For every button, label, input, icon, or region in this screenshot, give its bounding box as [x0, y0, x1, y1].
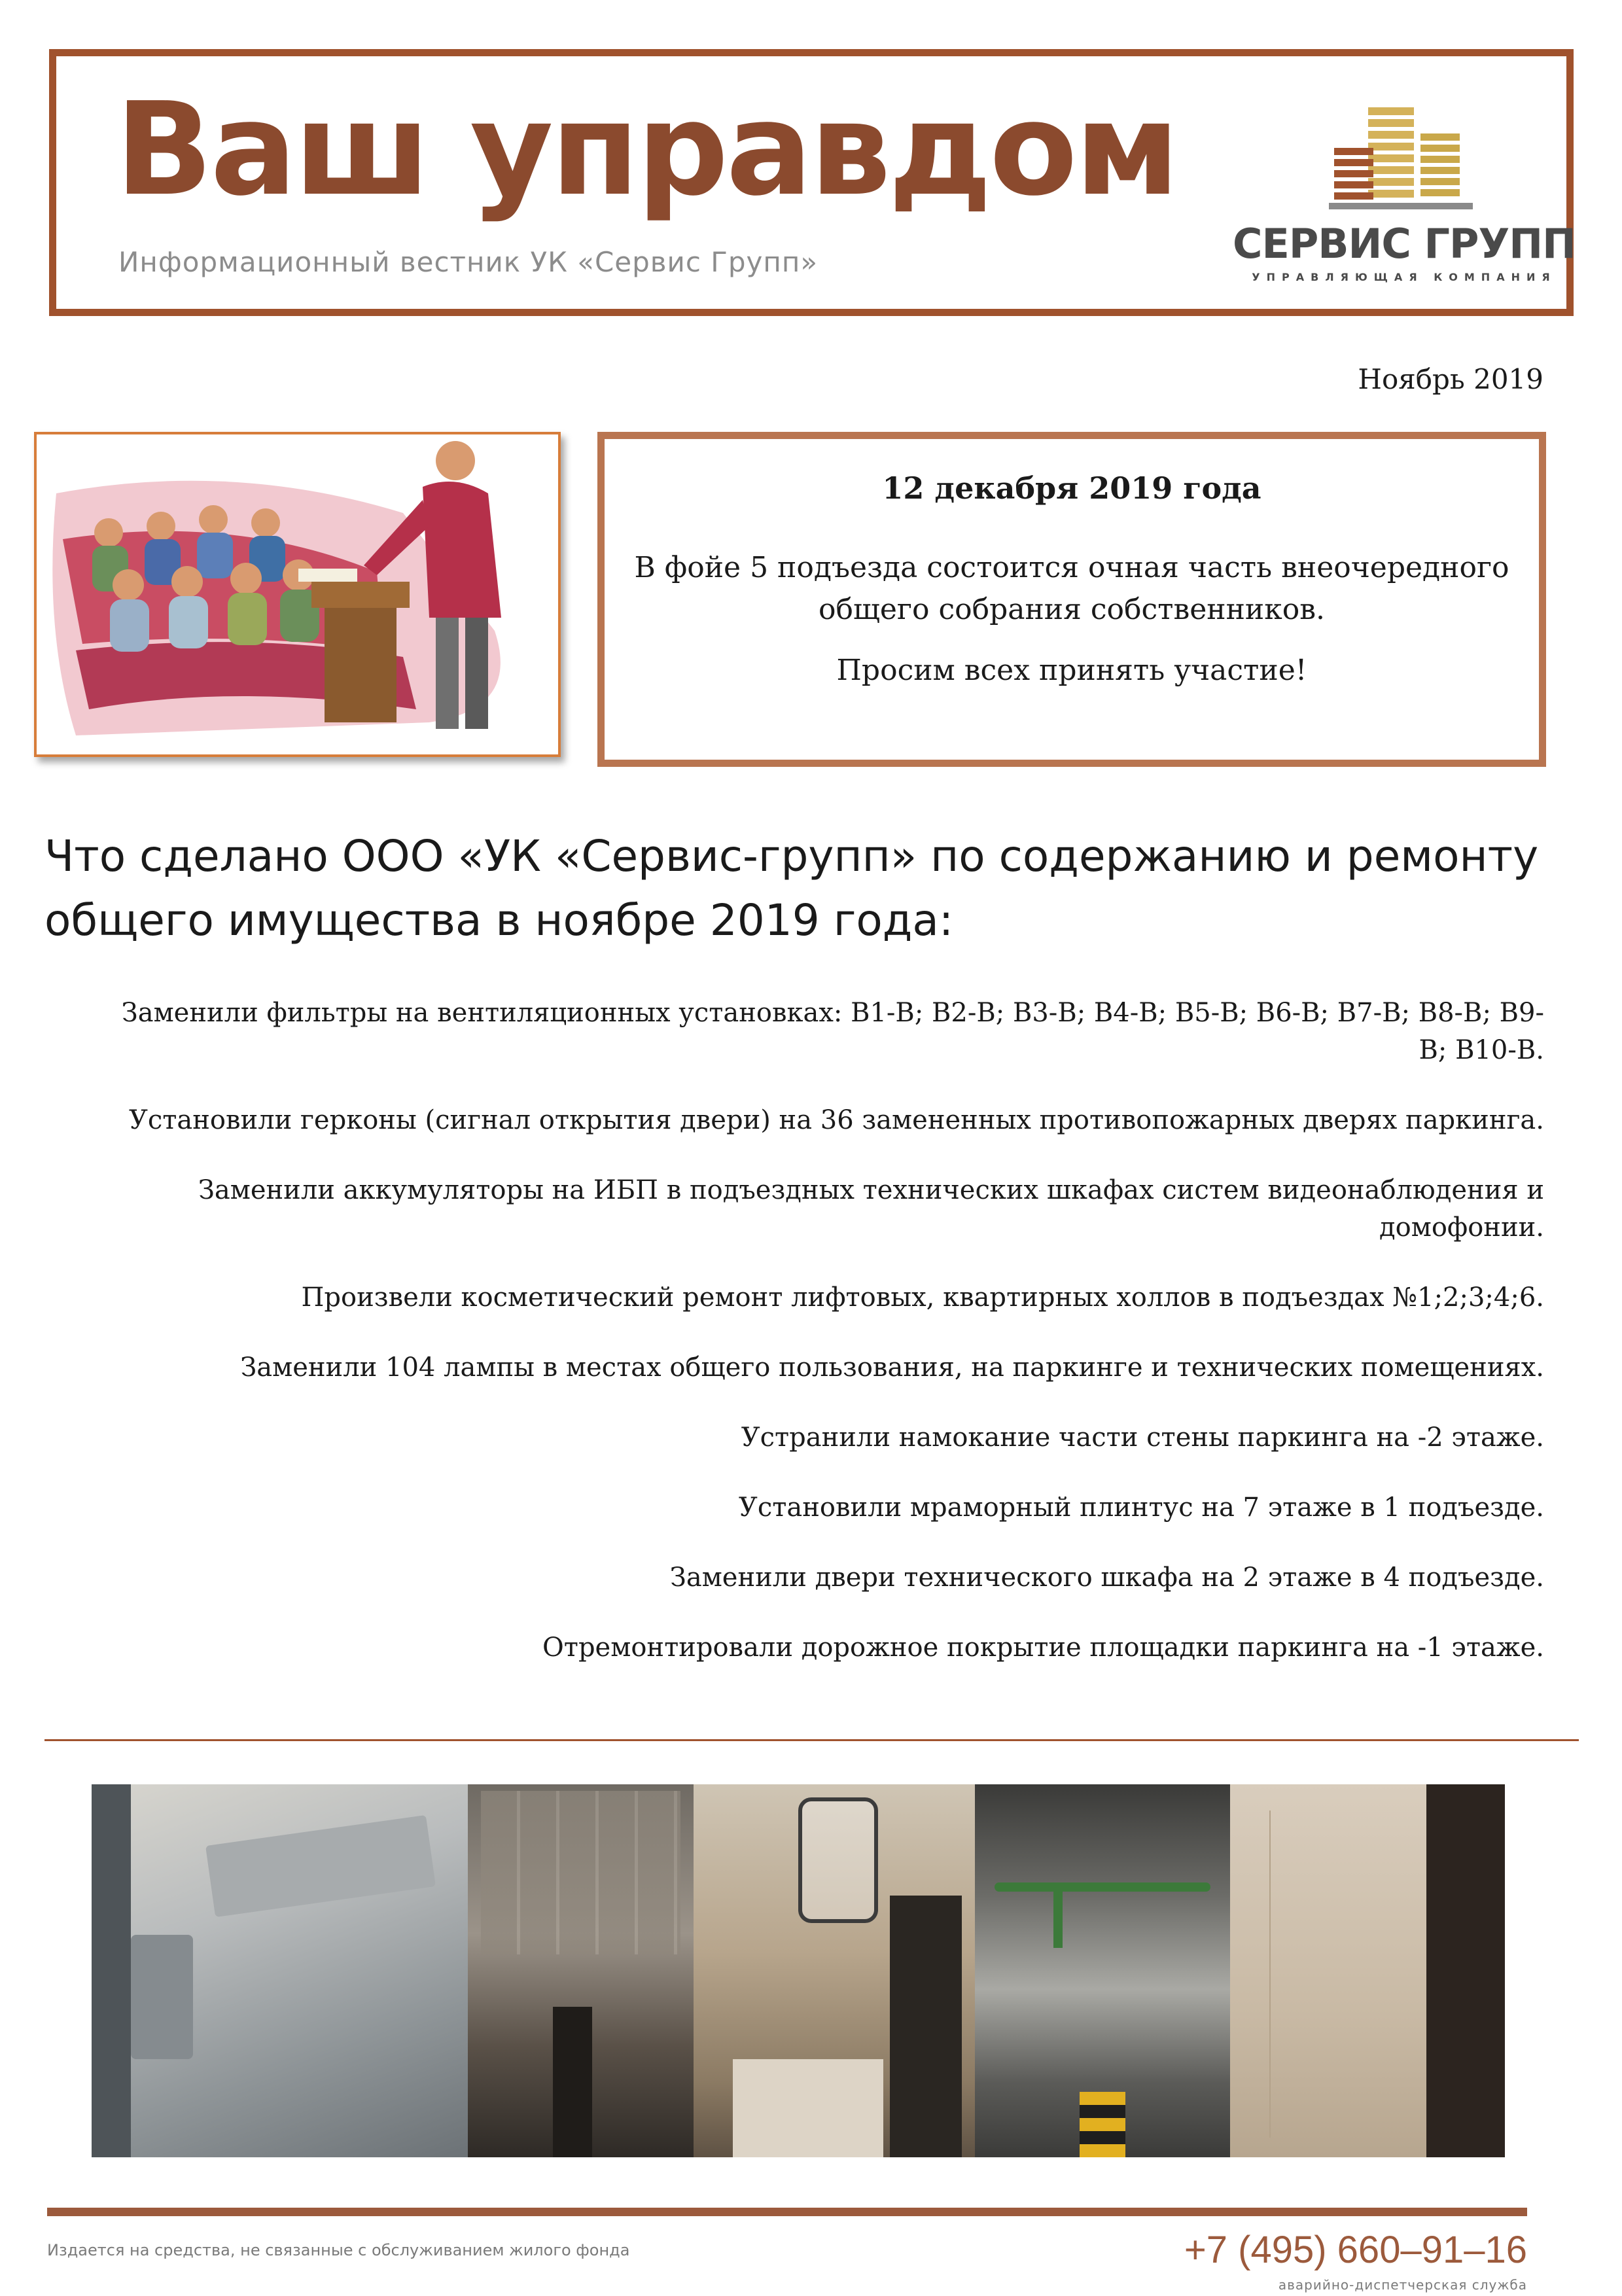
meeting-illustration-icon — [37, 434, 558, 754]
list-item: Установили мраморный плинтус на 7 этаже в 1 подъезде. — [738, 1492, 1544, 1523]
announcement-call: Просим всех принять участие! — [836, 654, 1307, 687]
list-item: Устранили намокание части стены паркинга на -2 этаже. — [741, 1422, 1544, 1453]
list-item: Установили герконы (сигнал открытия двери) на 36 замененных противопожарных дверях паркинга. — [128, 1105, 1544, 1135]
list-item: Заменили 104 лампы в местах общего пользования, на паркинге и технических помещениях. — [240, 1352, 1544, 1383]
parking-pipes-photo — [975, 1784, 1230, 2157]
logo-tagline: УПРАВЛЯЮЩАЯ КОМПАНИЯ — [1252, 271, 1557, 283]
masthead — [49, 49, 1574, 316]
emergency-phone[interactable]: +7 (495) 660–91–16 — [1184, 2229, 1527, 2271]
emergency-service-label: аварийно-диспетчерская служба — [1278, 2277, 1527, 2293]
list-item: Отремонтировали дорожное покрытие площадки паркинга на -1 этаже. — [542, 1633, 1544, 1663]
announcement-box — [597, 432, 1546, 767]
logo-company-name: СЕРВИС ГРУПП — [1232, 220, 1576, 268]
list-item: Заменили аккумуляторы на ИБП в подъездных технических шкафах систем видеонаблюдения и домофонии. — [198, 1175, 1544, 1243]
section-divider — [44, 1739, 1579, 1741]
works-heading: Что сделано ООО «УК «Сервис-групп» по содержанию и ремонту общего имущества в ноябре 2019 года: — [44, 831, 1539, 945]
list-item: Произвели косметический ремонт лифтовых, квартирных холлов в подъездах №1;2;3;4;6. — [301, 1282, 1544, 1313]
issue-date: Ноябрь 2019 — [1358, 363, 1543, 395]
newsletter-title: Ваш управдом — [115, 75, 1177, 224]
announcement-date: 12 декабря 2019 года — [882, 470, 1261, 506]
announcement-text: В фойе 5 подъезда состоится очная часть внеочередного общего собрания собственников. — [634, 551, 1509, 626]
meeting-illustration — [34, 432, 561, 757]
newsletter-subtitle: Информационный вестник УК «Сервис Групп» — [118, 246, 819, 278]
building-logo-icon — [1316, 102, 1492, 213]
footer-line — [47, 2208, 1527, 2216]
footer-note: Издается на средства, не связанные с обслуживанием жилого фонда — [47, 2241, 630, 2259]
works-list — [98, 995, 1544, 1699]
list-item: Заменили двери технического шкафа на 2 этаже в 4 подъезде. — [669, 1563, 1544, 1593]
door-closer-photo — [92, 1784, 468, 2157]
technical-door-photo — [1230, 1784, 1505, 2157]
lobby-chandelier-photo — [694, 1784, 975, 2157]
photo-strip — [92, 1784, 1505, 2157]
corridor-ceiling-photo — [468, 1784, 694, 2157]
list-item: Заменили фильтры на вентиляционных установках: В1-В; В2-В; В3-В; В4-В; В5-В; В6-В; В7-В; В8-В; В9-В; В10-В. — [121, 998, 1544, 1065]
